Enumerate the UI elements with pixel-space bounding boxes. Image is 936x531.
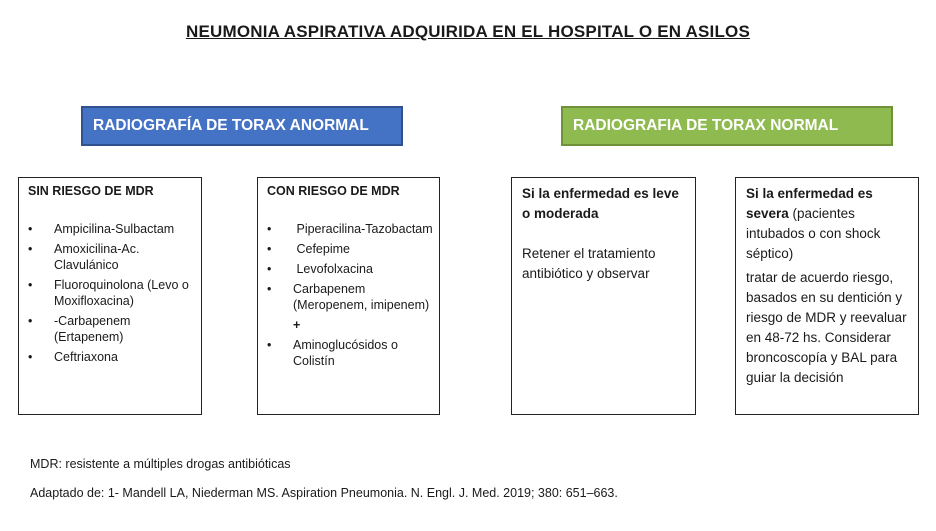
- drug-label: -Carbapenem (Ertapenem): [54, 314, 131, 344]
- severe-disease-subtitle: (pacientes intubados o con shock séptico): [746, 206, 881, 261]
- drug-label: Aminoglucósidos o Colistín: [293, 338, 398, 368]
- list-item: [28, 313, 198, 345]
- no-mdr-risk-box: [18, 177, 202, 415]
- list-item: [28, 277, 198, 309]
- drug-label: Fluoroquinolona (Levo o Moxifloxacina): [54, 278, 189, 308]
- list-item: [267, 241, 437, 257]
- list-item: [267, 221, 437, 237]
- bullet-icon: •: [28, 278, 33, 292]
- list-item: [28, 241, 198, 273]
- bullet-icon: •: [28, 314, 33, 328]
- severe-disease-title: Si la enfermedad es severa: [746, 186, 873, 221]
- severe-disease-heading: [746, 184, 911, 264]
- mdr-risk-title: CON RIESGO DE MDR: [267, 184, 400, 198]
- bullet-icon: •: [28, 242, 33, 256]
- bullet-icon: •: [28, 222, 33, 236]
- mdr-risk-box: [257, 177, 440, 415]
- plus-sign: +: [293, 318, 301, 332]
- bullet-icon: •: [267, 262, 272, 276]
- list-item: [267, 337, 437, 369]
- drug-label: Levofolxacina: [293, 262, 373, 276]
- list-item: [28, 221, 198, 237]
- severe-disease-box: [735, 177, 919, 415]
- page-title: NEUMONIA ASPIRATIVA ADQUIRIDA EN EL HOSPITAL O EN ASILOS: [185, 22, 751, 41]
- list-item: [267, 281, 437, 313]
- list-item: [267, 261, 437, 277]
- bullet-icon: •: [267, 338, 272, 352]
- drug-label: Cefepime: [293, 242, 350, 256]
- drug-label: Carbapenem (Meropenem, imipenem): [293, 282, 430, 312]
- mdr-definition: MDR: resistente a múltiples drogas antibióticas: [30, 457, 291, 471]
- bullet-icon: •: [267, 242, 272, 256]
- source-citation: Adaptado de: 1- Mandell LA, Niederman MS. Aspiration Pneumonia. N. Engl. J. Med. 2019; 380: 651–663.: [30, 486, 618, 500]
- mild-disease-text: Retener el tratamiento antibiótico y observar: [522, 246, 656, 281]
- abnormal-xray-header-label: RADIOGRAFÍA DE TORAX ANORMAL: [93, 117, 369, 134]
- no-mdr-drug-list: [28, 221, 198, 369]
- drug-label: Ceftriaxona: [54, 350, 118, 364]
- normal-xray-header-label: RADIOGRAFIA DE TORAX NORMAL: [573, 117, 839, 134]
- normal-xray-header: [561, 106, 893, 146]
- bullet-icon: •: [28, 350, 33, 364]
- drug-label: Piperacilina-Tazobactam: [293, 222, 433, 236]
- drug-label: Amoxicilina-Ac. Clavulánico: [54, 242, 140, 272]
- severe-disease-text: tratar de acuerdo riesgo, basados en su dentición y riesgo de MDR y reevaluar en 48-72 hs. Considerar broncoscopía y BAL para guiar la decisión: [746, 270, 907, 385]
- drug-label: Ampicilina-Sulbactam: [54, 222, 175, 236]
- mild-disease-title: Si la enfermedad es leve o moderada: [522, 186, 679, 221]
- no-mdr-risk-title: SIN RIESGO DE MDR: [28, 184, 154, 198]
- abnormal-xray-header: [81, 106, 403, 146]
- mild-disease-box: [511, 177, 696, 415]
- list-item: [28, 349, 198, 365]
- bullet-icon: •: [267, 222, 272, 236]
- mdr-drug-list: [267, 221, 437, 373]
- bullet-icon: •: [267, 282, 272, 296]
